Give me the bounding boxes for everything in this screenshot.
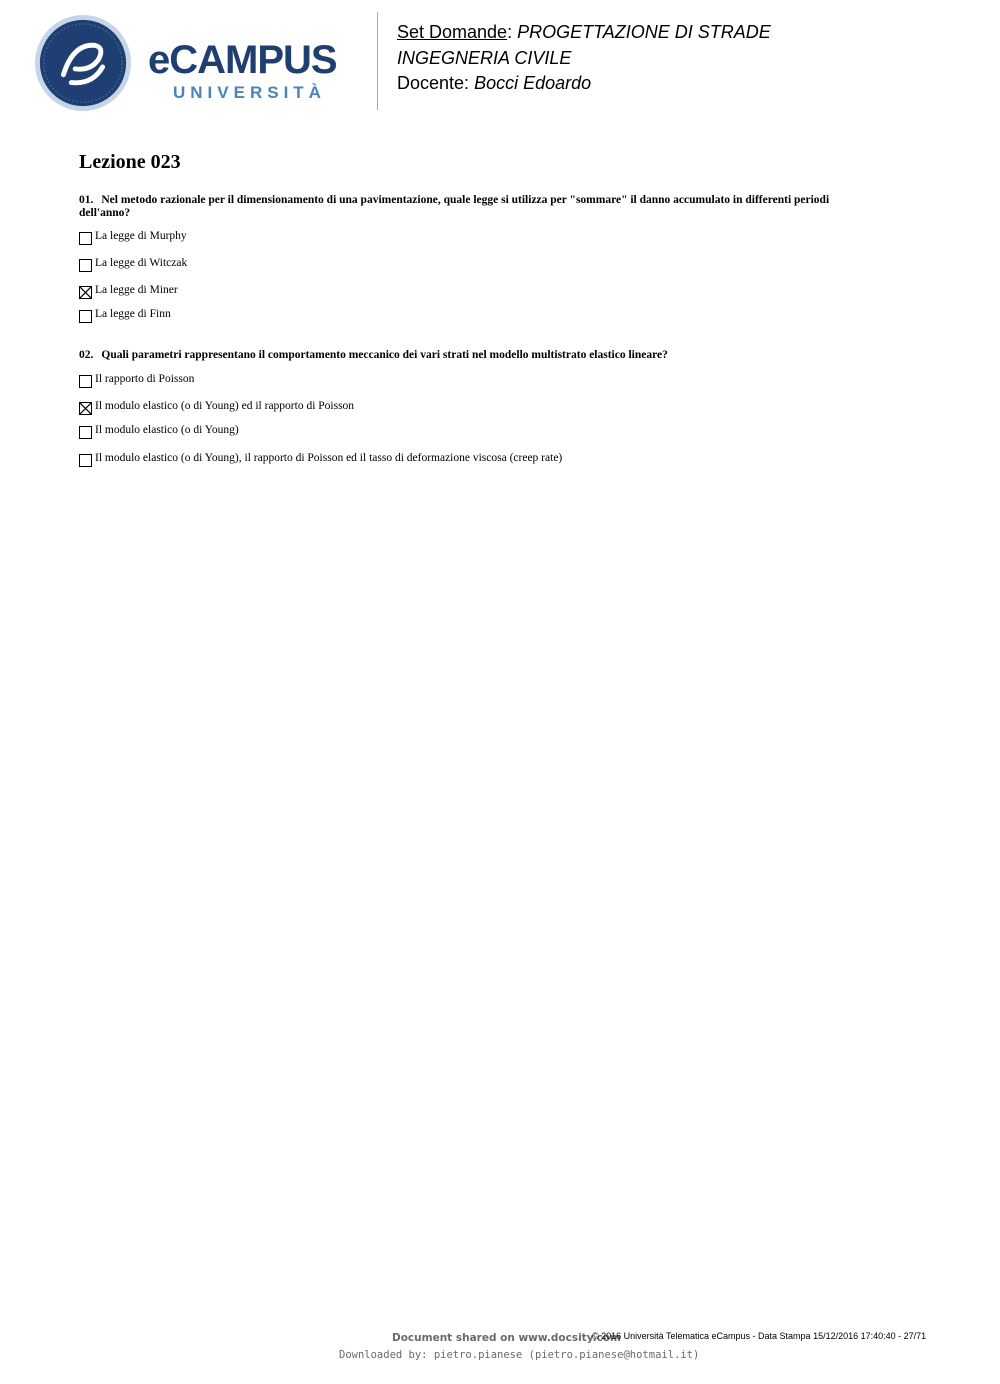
checkbox-empty-icon [79,454,92,467]
answer-label: La legge di Finn [95,308,171,320]
answer-label: Il rapporto di Poisson [95,373,195,385]
checkbox-checked-icon [79,402,92,415]
answer-label: Il modulo elastico (o di Young) ed il rapporto di Poisson [95,400,355,412]
set-separator: : [507,22,513,42]
answer-option[interactable] [79,400,354,416]
course-line-1 [397,20,957,46]
answer-option[interactable] [79,452,562,468]
checkbox-checked-icon [79,286,92,299]
course-name: PROGETTAZIONE DI STRADE [517,22,771,42]
ecampus-logo-text: eCAMPUS [148,38,337,82]
answer-option[interactable] [79,373,194,389]
answer-label: La legge di Murphy [95,230,187,242]
question-number: 01. [79,194,94,206]
answer-option[interactable] [79,424,239,440]
course-degree: INGEGNERIA CIVILE [397,47,572,68]
answer-option[interactable] [79,230,187,246]
header-divider [377,12,378,110]
ecampus-wordmark [148,38,337,104]
answer-option[interactable] [79,308,171,324]
checkbox-empty-icon [79,259,92,272]
docente-label: Docente: [397,73,470,93]
copyright-note: © 2016 Università Telematica eCampus - Data Stampa 15/12/2016 17:40:40 - 27/71 [592,1331,927,1341]
answer-label: Il modulo elastico (o di Young), il rapporto di Poisson ed il tasso di deformazione viscosa (creep rate) [95,452,563,464]
universita-logo-text: UNIVERSITÀ [173,83,326,102]
downloaded-by-note: Downloaded by: pietro.pianese (pietro.pianese@hotmail.it) [339,1349,700,1361]
question-body: Nel metodo razionale per il dimensionamento di una pavimentazione, quale legge si utilizza per "sommare" il danno accumulato in differenti periodi dell'anno? [79,194,830,219]
answer-label: Il modulo elastico (o di Young) [95,424,239,436]
answer-option[interactable] [79,257,187,273]
checkbox-empty-icon [79,232,92,245]
question-text [79,349,879,362]
page-header [0,0,1000,120]
docente-line [397,71,957,97]
docsity-shared-note: Document shared on www.docsity.com [392,1332,621,1344]
checkbox-empty-icon [79,310,92,323]
checkbox-empty-icon [79,375,92,388]
ecampus-seal-logo [34,14,132,112]
set-domande-label: Set Domande [397,22,508,42]
answer-option[interactable] [79,284,178,300]
checkbox-empty-icon [79,426,92,439]
lesson-title: Lezione 023 [79,151,181,173]
question-text [79,194,879,220]
question-number: 02. [79,349,94,361]
answer-label: La legge di Witczak [95,257,188,269]
answer-label: La legge di Miner [95,284,178,296]
course-info [397,20,957,97]
question-body: Quali parametri rappresentano il comportamento meccanico dei vari strati nel modello multistrato elastico lineare? [101,349,668,361]
docente-name: Bocci Edoardo [474,73,592,93]
